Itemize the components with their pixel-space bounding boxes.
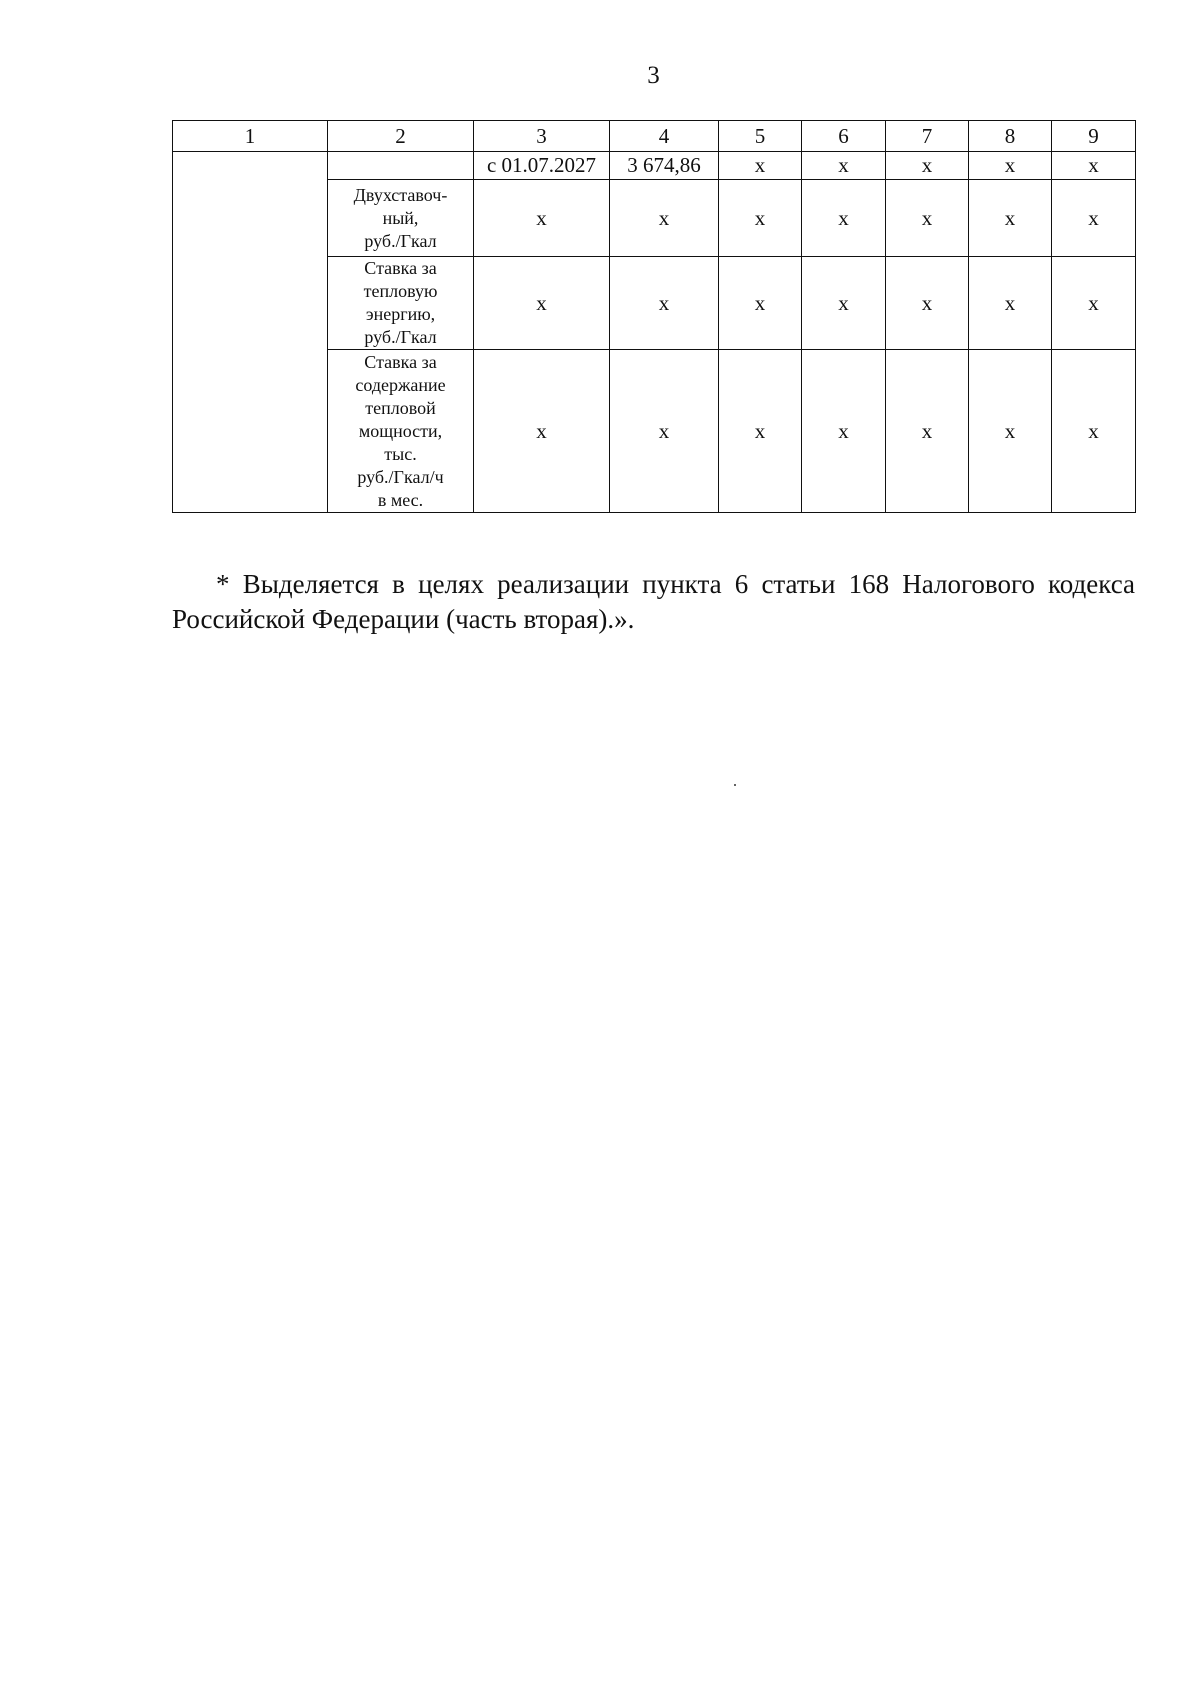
table-cell: x	[802, 180, 886, 257]
header-cell-5: 5	[719, 121, 802, 152]
table-cell: x	[474, 180, 610, 257]
header-cell-3: 3	[474, 121, 610, 152]
row-label	[328, 152, 474, 180]
table-cell: x	[719, 257, 802, 350]
table-row	[173, 152, 1136, 180]
table-cell: x	[610, 257, 719, 350]
table-cell: x	[719, 180, 802, 257]
header-cell-7: 7	[886, 121, 969, 152]
table-cell: x	[1052, 257, 1136, 350]
first-column-merged-cell	[173, 152, 328, 513]
table-cell: x	[474, 350, 610, 513]
table-cell: x	[610, 350, 719, 513]
header-cell-1: 1	[173, 121, 328, 152]
table-cell: x	[886, 180, 969, 257]
row-label: Ставка за содержание тепловой мощности, тыс. руб./Гкал/ч в мес.	[328, 350, 474, 513]
table-cell: x	[969, 152, 1052, 180]
table-cell: x	[969, 257, 1052, 350]
table-cell: x	[474, 257, 610, 350]
footnote: * Выделяется в целях реализации пункта 6 статьи 168 Налогового кодекса Российской Федерации (часть вторая).».	[172, 569, 1135, 634]
table-cell: x	[719, 152, 802, 180]
header-cell-4: 4	[610, 121, 719, 152]
table-cell: x	[719, 350, 802, 513]
table-cell: x	[1052, 350, 1136, 513]
table-cell: x	[886, 350, 969, 513]
table-cell: x	[969, 350, 1052, 513]
stray-dot	[734, 784, 736, 786]
table-cell: x	[886, 152, 969, 180]
table-cell: x	[969, 180, 1052, 257]
table-header-row	[173, 121, 1136, 152]
table-cell: x	[610, 180, 719, 257]
header-cell-6: 6	[802, 121, 886, 152]
table-cell: x	[1052, 152, 1136, 180]
table-cell: x	[802, 350, 886, 513]
row-label: Ставка за тепловую энергию, руб./Гкал	[328, 257, 474, 350]
table-cell: x	[802, 152, 886, 180]
page-number: 3	[647, 62, 660, 89]
header-cell-8: 8	[969, 121, 1052, 152]
header-cell-2: 2	[328, 121, 474, 152]
table-cell: x	[802, 257, 886, 350]
date-cell: с 01.07.2027	[474, 152, 610, 180]
table-cell: x	[1052, 180, 1136, 257]
tariff-table	[172, 120, 1136, 513]
header-cell-9: 9	[1052, 121, 1136, 152]
tariff-value-cell: 3 674,86	[610, 152, 719, 180]
table-cell: x	[886, 257, 969, 350]
row-label: Двухставоч- ный, руб./Гкал	[328, 180, 474, 257]
